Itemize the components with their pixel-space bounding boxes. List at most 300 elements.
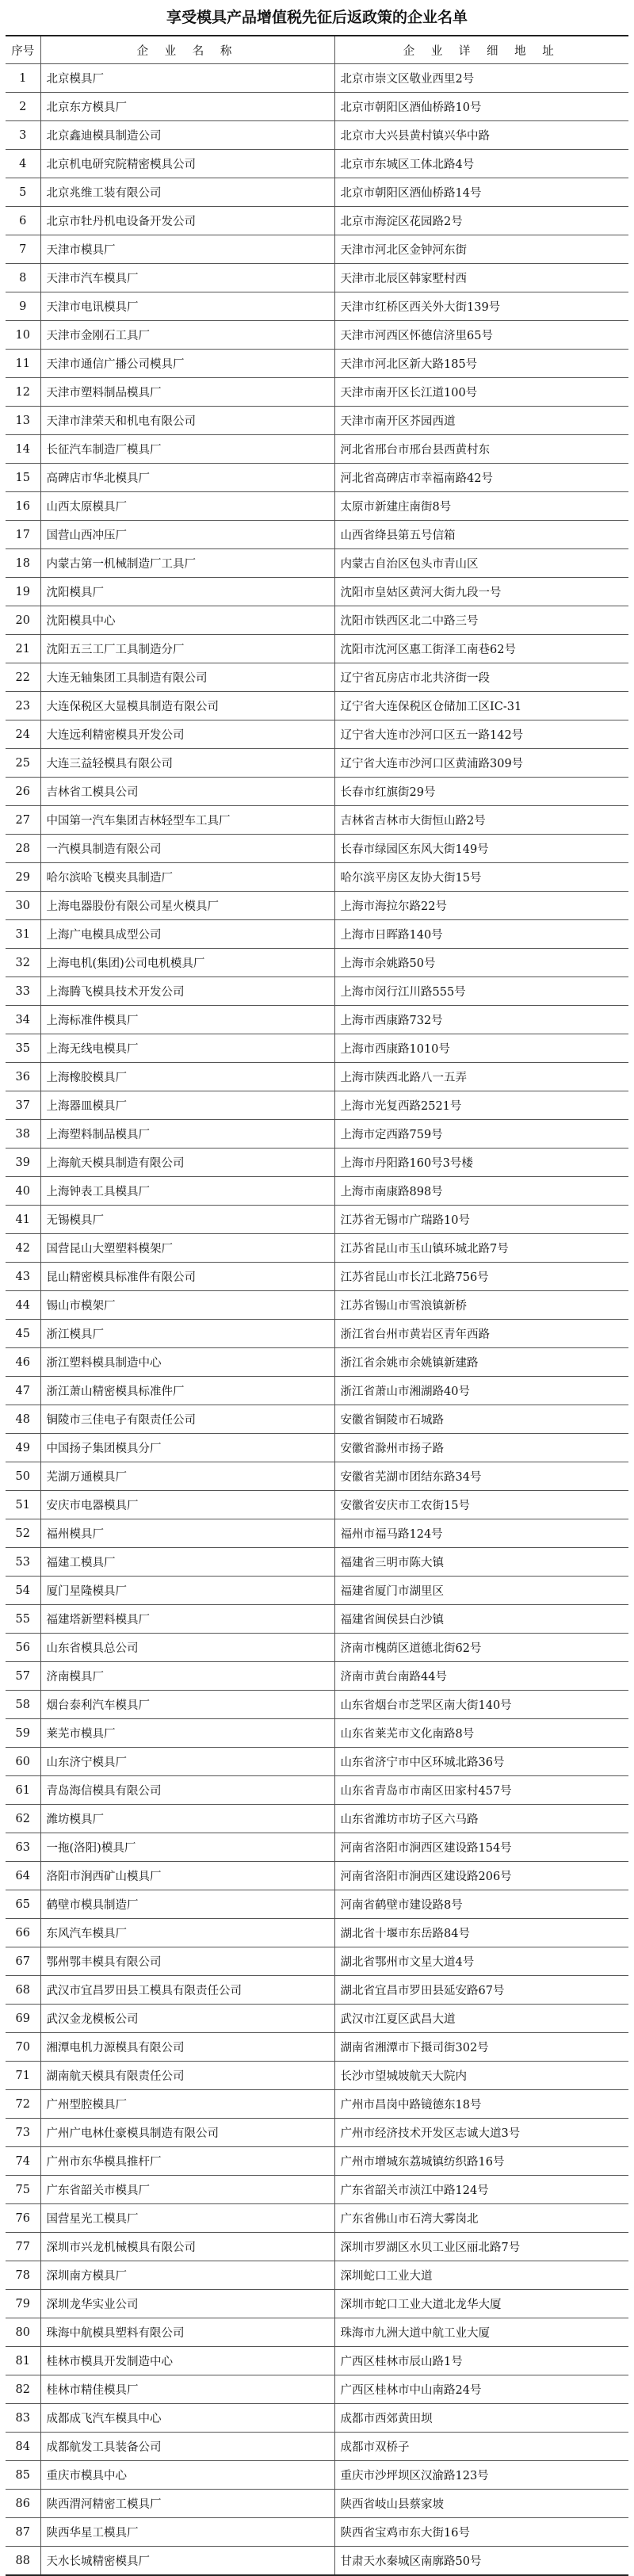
row-enterprise-address: 辽宁省大连保税区仓储加工区IC-31 (334, 692, 628, 720)
row-enterprise-name: 福建工模具厂 (40, 1548, 334, 1577)
row-serial-number: 35 (6, 1034, 40, 1063)
table-row (6, 2233, 628, 2261)
table-row (6, 64, 628, 93)
table-row (6, 806, 628, 835)
row-enterprise-address: 天津市南开区长江道100号 (334, 378, 628, 407)
row-serial-number: 2 (6, 93, 40, 121)
row-serial-number: 15 (6, 464, 40, 492)
row-enterprise-address: 浙江省余姚市余姚镇新建路 (334, 1348, 628, 1377)
row-enterprise-name: 鄂州鄂丰模具有限公司 (40, 1947, 334, 1976)
row-enterprise-address: 沈阳市皇姑区黄河大街九段一号 (334, 578, 628, 606)
row-serial-number: 38 (6, 1120, 40, 1148)
table-row (6, 2204, 628, 2233)
row-enterprise-name: 上海电器股份有限公司星火模具厂 (40, 892, 334, 920)
table-row (6, 435, 628, 464)
row-enterprise-address: 甘肃天水秦城区南廓路50号 (334, 2547, 628, 2576)
row-enterprise-address: 天津市河北区金钟河东街 (334, 235, 628, 264)
table-row (6, 2433, 628, 2461)
table-row (6, 2461, 628, 2490)
row-serial-number: 87 (6, 2518, 40, 2547)
table-row (6, 1291, 628, 1320)
row-enterprise-name: 上海钟表工具模具厂 (40, 1177, 334, 1206)
table-row (6, 1034, 628, 1063)
table-row (6, 2033, 628, 2062)
table-row (6, 1148, 628, 1177)
row-serial-number: 75 (6, 2176, 40, 2204)
table-row (6, 1405, 628, 1434)
row-serial-number: 13 (6, 407, 40, 435)
row-enterprise-name: 莱芜市模具厂 (40, 1719, 334, 1748)
table-row (6, 521, 628, 549)
row-serial-number: 76 (6, 2204, 40, 2233)
table-row (6, 2347, 628, 2375)
table-row (6, 1605, 628, 1634)
row-enterprise-name: 天津市金刚石工具厂 (40, 321, 334, 350)
table-row (6, 1462, 628, 1491)
table-row (6, 1748, 628, 1776)
row-enterprise-name: 广东省韶关市模具厂 (40, 2176, 334, 2204)
row-enterprise-address: 陕西省岐山县蔡家坡 (334, 2490, 628, 2518)
row-enterprise-name: 桂林市模具开发制造中心 (40, 2347, 334, 2375)
row-enterprise-address: 北京市大兴县黄村镇兴华中路 (334, 121, 628, 150)
row-serial-number: 10 (6, 321, 40, 350)
row-enterprise-name: 昆山精密模具标准件有限公司 (40, 1263, 334, 1291)
table-row (6, 977, 628, 1006)
row-serial-number: 46 (6, 1348, 40, 1377)
row-serial-number: 51 (6, 1491, 40, 1519)
row-enterprise-name: 武汉市宜昌罗田县工模具有限责任公司 (40, 1976, 334, 2005)
row-enterprise-address: 武汉市江夏区武昌大道 (334, 2005, 628, 2033)
row-enterprise-name: 陕西渭河精密工模具厂 (40, 2490, 334, 2518)
table-row (6, 2062, 628, 2090)
table-row (6, 1120, 628, 1148)
row-enterprise-address: 河北省邢台市邢台县西黄村东 (334, 435, 628, 464)
row-serial-number: 9 (6, 292, 40, 321)
row-enterprise-address: 上海市西康路1010号 (334, 1034, 628, 1063)
row-enterprise-address: 河南省洛阳市涧西区建设路154号 (334, 1833, 628, 1862)
row-serial-number: 40 (6, 1177, 40, 1206)
row-enterprise-address: 天津市北辰区韩家墅村西 (334, 264, 628, 292)
table-row (6, 150, 628, 178)
row-enterprise-address: 广州市经济技术开发区志诚大道3号 (334, 2119, 628, 2147)
row-enterprise-name: 大连保税区大显模具制造有限公司 (40, 692, 334, 720)
row-enterprise-address: 沈阳市沈河区惠工街泽工南巷62号 (334, 635, 628, 663)
row-enterprise-name: 一汽模具制造有限公司 (40, 835, 334, 863)
row-serial-number: 72 (6, 2090, 40, 2119)
row-enterprise-address: 上海市光复西路2521号 (334, 1091, 628, 1120)
table-row (6, 2005, 628, 2033)
table-row (6, 1862, 628, 1890)
row-enterprise-name: 珠海中航模具塑料有限公司 (40, 2318, 334, 2347)
table-header-row (6, 36, 628, 64)
row-enterprise-name: 山西太原模具厂 (40, 492, 334, 521)
row-serial-number: 45 (6, 1320, 40, 1348)
row-enterprise-name: 深圳龙华实业公司 (40, 2290, 334, 2318)
row-enterprise-name: 大连无轴集团工具制造有限公司 (40, 663, 334, 692)
row-serial-number: 32 (6, 949, 40, 977)
row-enterprise-address: 哈尔滨平房区友协大街15号 (334, 863, 628, 892)
table-row (6, 2147, 628, 2176)
row-serial-number: 20 (6, 606, 40, 635)
table-row (6, 2261, 628, 2290)
table-row (6, 1491, 628, 1519)
row-enterprise-address: 成都市双桥子 (334, 2433, 628, 2461)
table-row (6, 1519, 628, 1548)
row-serial-number: 37 (6, 1091, 40, 1120)
row-enterprise-address: 长沙市望城坡航天大院内 (334, 2062, 628, 2090)
row-enterprise-address: 上海市海拉尔路22号 (334, 892, 628, 920)
row-enterprise-name: 安庆市电器模具厂 (40, 1491, 334, 1519)
row-enterprise-name: 深圳南方模具厂 (40, 2261, 334, 2290)
row-serial-number: 22 (6, 663, 40, 692)
row-serial-number: 53 (6, 1548, 40, 1577)
row-enterprise-name: 内蒙古第一机械制造厂工具厂 (40, 549, 334, 578)
row-enterprise-address: 湖北省十堰市东岳路84号 (334, 1919, 628, 1947)
table-row (6, 2090, 628, 2119)
table-row (6, 1634, 628, 1662)
row-serial-number: 28 (6, 835, 40, 863)
row-enterprise-name: 芜湖万通模具厂 (40, 1462, 334, 1491)
header-serial-number: 序号 (6, 36, 40, 64)
row-enterprise-address: 湖南省湘潭市下摄司街302号 (334, 2033, 628, 2062)
table-row (6, 2490, 628, 2518)
row-serial-number: 30 (6, 892, 40, 920)
row-enterprise-name: 国营昆山大塑塑料模架厂 (40, 1234, 334, 1263)
row-serial-number: 60 (6, 1748, 40, 1776)
row-enterprise-address: 山东省烟台市芝罘区南大街140号 (334, 1691, 628, 1719)
row-serial-number: 77 (6, 2233, 40, 2261)
row-enterprise-address: 安徽省滁州市扬子路 (334, 1434, 628, 1462)
table-row (6, 1263, 628, 1291)
row-serial-number: 56 (6, 1634, 40, 1662)
row-enterprise-name: 沈阳模具中心 (40, 606, 334, 635)
table-row (6, 178, 628, 207)
row-enterprise-address: 河北省高碑店市幸福南路42号 (334, 464, 628, 492)
row-enterprise-name: 洛阳市涧西矿山模具厂 (40, 1862, 334, 1890)
row-enterprise-address: 广州市增城东荔城镇纺织路16号 (334, 2147, 628, 2176)
table-row (6, 2119, 628, 2147)
row-serial-number: 26 (6, 778, 40, 806)
row-enterprise-name: 中国第一汽车集团吉林轻型车工具厂 (40, 806, 334, 835)
table-row (6, 663, 628, 692)
row-serial-number: 49 (6, 1434, 40, 1462)
row-enterprise-address: 北京市朝阳区酒仙桥路10号 (334, 93, 628, 121)
table-row (6, 1776, 628, 1805)
table-row (6, 407, 628, 435)
row-enterprise-address: 上海市日晖路140号 (334, 920, 628, 949)
row-serial-number: 63 (6, 1833, 40, 1862)
row-serial-number: 79 (6, 2290, 40, 2318)
row-enterprise-name: 深圳市兴龙机械模具有限公司 (40, 2233, 334, 2261)
table-row (6, 1091, 628, 1120)
row-enterprise-address: 上海市陕西北路八一五弄 (334, 1063, 628, 1091)
table-row (6, 949, 628, 977)
row-enterprise-name: 沈阳五三工厂工具制造分厂 (40, 635, 334, 663)
header-enterprise-name: 企 业 名 称 (40, 36, 334, 64)
row-enterprise-name: 浙江萧山精密模具标准件厂 (40, 1377, 334, 1405)
row-enterprise-name: 桂林市精佳模具厂 (40, 2375, 334, 2404)
row-enterprise-name: 青岛海信模具有限公司 (40, 1776, 334, 1805)
row-enterprise-address: 内蒙古自治区包头市青山区 (334, 549, 628, 578)
row-enterprise-name: 国营星光工模具厂 (40, 2204, 334, 2233)
row-enterprise-name: 天津市塑料制品模具厂 (40, 378, 334, 407)
row-serial-number: 21 (6, 635, 40, 663)
row-serial-number: 12 (6, 378, 40, 407)
table-row (6, 93, 628, 121)
row-serial-number: 80 (6, 2318, 40, 2347)
row-enterprise-address: 山东省莱芜市文化南路8号 (334, 1719, 628, 1748)
row-enterprise-address: 太原市新建庄南街8号 (334, 492, 628, 521)
row-serial-number: 7 (6, 235, 40, 264)
row-enterprise-name: 天津市通信广播公司模具厂 (40, 350, 334, 378)
row-enterprise-address: 山东省青岛市市南区田家村457号 (334, 1776, 628, 1805)
row-serial-number: 39 (6, 1148, 40, 1177)
row-serial-number: 1 (6, 64, 40, 93)
row-serial-number: 58 (6, 1691, 40, 1719)
table-row (6, 1890, 628, 1919)
row-enterprise-address: 济南市黄台南路44号 (334, 1662, 628, 1691)
table-row (6, 749, 628, 778)
row-enterprise-name: 上海塑料制品模具厂 (40, 1120, 334, 1148)
row-enterprise-address: 江苏省锡山市雪浪镇新桥 (334, 1291, 628, 1320)
row-serial-number: 36 (6, 1063, 40, 1091)
row-enterprise-address: 吉林省吉林市大街恒山路2号 (334, 806, 628, 835)
row-enterprise-address: 江苏省无锡市广瑞路10号 (334, 1206, 628, 1234)
row-enterprise-name: 天水长城精密模具厂 (40, 2547, 334, 2576)
row-serial-number: 62 (6, 1805, 40, 1833)
row-enterprise-address: 深圳蛇口工业大道 (334, 2261, 628, 2290)
row-serial-number: 57 (6, 1662, 40, 1691)
table-row (6, 2290, 628, 2318)
row-enterprise-name: 武汉金龙模板公司 (40, 2005, 334, 2033)
row-enterprise-name: 重庆市模具中心 (40, 2461, 334, 2490)
row-enterprise-address: 陕西省宝鸡市东大街16号 (334, 2518, 628, 2547)
row-serial-number: 11 (6, 350, 40, 378)
row-enterprise-name: 浙江模具厂 (40, 1320, 334, 1348)
row-enterprise-name: 长征汽车制造厂模具厂 (40, 435, 334, 464)
table-row (6, 1348, 628, 1377)
row-enterprise-name: 北京机电研究院精密模具公司 (40, 150, 334, 178)
row-enterprise-name: 上海橡胶模具厂 (40, 1063, 334, 1091)
table-row (6, 492, 628, 521)
row-serial-number: 59 (6, 1719, 40, 1748)
row-enterprise-name: 东风汽车模具厂 (40, 1919, 334, 1947)
table-row (6, 1063, 628, 1091)
row-enterprise-address: 天津市河北区新大路185号 (334, 350, 628, 378)
row-enterprise-name: 吉林省工模具公司 (40, 778, 334, 806)
row-enterprise-address: 天津市河西区怀德信济里65号 (334, 321, 628, 350)
table-row (6, 835, 628, 863)
row-enterprise-name: 一拖(洛阳)模具厂 (40, 1833, 334, 1862)
row-enterprise-address: 珠海市九洲大道中航工业大厦 (334, 2318, 628, 2347)
row-enterprise-name: 哈尔滨哈飞模夹具制造厂 (40, 863, 334, 892)
table-row (6, 2547, 628, 2576)
row-serial-number: 73 (6, 2119, 40, 2147)
row-enterprise-address: 山东省潍坊市坊子区六马路 (334, 1805, 628, 1833)
table-row (6, 635, 628, 663)
table-row (6, 1206, 628, 1234)
row-enterprise-name: 天津市电讯模具厂 (40, 292, 334, 321)
table-row (6, 1662, 628, 1691)
row-enterprise-address: 长春市红旗街29号 (334, 778, 628, 806)
row-enterprise-address: 上海市定西路759号 (334, 1120, 628, 1148)
row-serial-number: 41 (6, 1206, 40, 1234)
row-enterprise-address: 深圳市罗湖区水贝工业区丽北路7号 (334, 2233, 628, 2261)
row-serial-number: 47 (6, 1377, 40, 1405)
row-enterprise-name: 济南模具厂 (40, 1662, 334, 1691)
table-row (6, 292, 628, 321)
table-row (6, 207, 628, 235)
row-enterprise-name: 浙江塑料模具制造中心 (40, 1348, 334, 1377)
row-enterprise-name: 陕西华星工模具厂 (40, 2518, 334, 2547)
table-row (6, 321, 628, 350)
row-enterprise-address: 广东省韶关市浈江中路124号 (334, 2176, 628, 2204)
header-enterprise-address: 企 业 详 细 地 址 (334, 36, 628, 64)
row-enterprise-name: 山东济宁模具厂 (40, 1748, 334, 1776)
row-enterprise-name: 上海电机(集团)公司电机模具厂 (40, 949, 334, 977)
row-enterprise-name: 上海无线电模具厂 (40, 1034, 334, 1063)
row-serial-number: 71 (6, 2062, 40, 2090)
row-serial-number: 29 (6, 863, 40, 892)
row-serial-number: 8 (6, 264, 40, 292)
table-row (6, 549, 628, 578)
row-serial-number: 78 (6, 2261, 40, 2290)
row-enterprise-name: 上海航天模具制造有限公司 (40, 1148, 334, 1177)
row-enterprise-address: 浙江省台州市黄岩区青年西路 (334, 1320, 628, 1348)
row-enterprise-address: 北京市崇文区敬业西里2号 (334, 64, 628, 93)
row-serial-number: 14 (6, 435, 40, 464)
table-row (6, 892, 628, 920)
table-row (6, 2518, 628, 2547)
row-enterprise-name: 烟台泰利汽车模具厂 (40, 1691, 334, 1719)
table-row (6, 2176, 628, 2204)
table-row (6, 1234, 628, 1263)
row-serial-number: 81 (6, 2347, 40, 2375)
row-serial-number: 5 (6, 178, 40, 207)
row-enterprise-address: 河南省鹤壁市建设路8号 (334, 1890, 628, 1919)
row-enterprise-address: 江苏省昆山市玉山镇环城北路7号 (334, 1234, 628, 1263)
row-enterprise-name: 北京市牡丹机电设备开发公司 (40, 207, 334, 235)
table-row (6, 863, 628, 892)
table-row (6, 2404, 628, 2433)
row-enterprise-name: 上海广电模具成型公司 (40, 920, 334, 949)
table-row (6, 235, 628, 264)
row-serial-number: 18 (6, 549, 40, 578)
row-enterprise-address: 北京市海淀区花园路2号 (334, 207, 628, 235)
row-serial-number: 3 (6, 121, 40, 150)
row-serial-number: 55 (6, 1605, 40, 1634)
row-enterprise-address: 辽宁省大连市沙河口区黄浦路309号 (334, 749, 628, 778)
row-serial-number: 83 (6, 2404, 40, 2433)
row-enterprise-name: 福建塔新塑料模具厂 (40, 1605, 334, 1634)
table-row (6, 1177, 628, 1206)
row-enterprise-name: 锡山市模架厂 (40, 1291, 334, 1320)
row-enterprise-address: 福州市福马路124号 (334, 1519, 628, 1548)
row-enterprise-address: 深圳市蛇口工业大道北龙华大厦 (334, 2290, 628, 2318)
row-enterprise-address: 山东省济宁市中区环城北路36号 (334, 1748, 628, 1776)
row-enterprise-name: 上海腾飞模具技术开发公司 (40, 977, 334, 1006)
enterprise-table (6, 35, 628, 2576)
row-enterprise-address: 河南省洛阳市涧西区建设路206号 (334, 1862, 628, 1890)
table-row (6, 1006, 628, 1034)
row-enterprise-address: 济南市槐荫区道德北街62号 (334, 1634, 628, 1662)
row-serial-number: 85 (6, 2461, 40, 2490)
row-enterprise-address: 上海市西康路732号 (334, 1006, 628, 1034)
row-enterprise-address: 天津市红桥区西关外大街139号 (334, 292, 628, 321)
row-serial-number: 43 (6, 1263, 40, 1291)
row-enterprise-name: 大连三益轻模具有限公司 (40, 749, 334, 778)
table-row (6, 1548, 628, 1577)
row-enterprise-address: 上海市闵行江川路555号 (334, 977, 628, 1006)
table-row (6, 720, 628, 749)
row-serial-number: 64 (6, 1862, 40, 1890)
table-row (6, 1691, 628, 1719)
row-enterprise-address: 上海市南康路898号 (334, 1177, 628, 1206)
table-row (6, 692, 628, 720)
row-enterprise-name: 广州型腔模具厂 (40, 2090, 334, 2119)
row-enterprise-name: 沈阳模具厂 (40, 578, 334, 606)
row-enterprise-address: 安徽省芜湖市团结东路34号 (334, 1462, 628, 1491)
row-serial-number: 54 (6, 1577, 40, 1605)
table-row (6, 1719, 628, 1748)
row-enterprise-name: 天津市汽车模具厂 (40, 264, 334, 292)
row-serial-number: 23 (6, 692, 40, 720)
row-serial-number: 61 (6, 1776, 40, 1805)
row-enterprise-name: 厦门星隆模具厂 (40, 1577, 334, 1605)
table-row (6, 1976, 628, 2005)
row-serial-number: 65 (6, 1890, 40, 1919)
row-enterprise-name: 湖南航天模具有限责任公司 (40, 2062, 334, 2090)
row-serial-number: 34 (6, 1006, 40, 1034)
row-serial-number: 86 (6, 2490, 40, 2518)
table-row (6, 778, 628, 806)
row-enterprise-address: 上海市丹阳路160号3号楼 (334, 1148, 628, 1177)
row-serial-number: 52 (6, 1519, 40, 1548)
table-row (6, 121, 628, 150)
table-row (6, 920, 628, 949)
row-serial-number: 66 (6, 1919, 40, 1947)
row-enterprise-name: 上海器皿模具厂 (40, 1091, 334, 1120)
row-enterprise-address: 天津市南开区芥园西道 (334, 407, 628, 435)
row-enterprise-name: 山东省模具总公司 (40, 1634, 334, 1662)
row-serial-number: 27 (6, 806, 40, 835)
row-enterprise-name: 上海标准件模具厂 (40, 1006, 334, 1034)
row-enterprise-address: 长春市绿园区东风大街149号 (334, 835, 628, 863)
table-row (6, 1833, 628, 1862)
row-enterprise-name: 成都成飞汽车模具中心 (40, 2404, 334, 2433)
row-enterprise-address: 广西区桂林市辰山路1号 (334, 2347, 628, 2375)
row-serial-number: 42 (6, 1234, 40, 1263)
row-serial-number: 50 (6, 1462, 40, 1491)
row-enterprise-name: 天津市津荣天和机电有限公司 (40, 407, 334, 435)
row-enterprise-address: 北京市朝阳区酒仙桥路14号 (334, 178, 628, 207)
table-row (6, 606, 628, 635)
table-row (6, 264, 628, 292)
row-enterprise-address: 上海市余姚路50号 (334, 949, 628, 977)
row-serial-number: 82 (6, 2375, 40, 2404)
table-row (6, 578, 628, 606)
row-enterprise-name: 福州模具厂 (40, 1519, 334, 1548)
table-row (6, 1320, 628, 1348)
row-enterprise-name: 北京鑫迪模具制造公司 (40, 121, 334, 150)
row-serial-number: 70 (6, 2033, 40, 2062)
row-enterprise-name: 广州市东华模具推杆厂 (40, 2147, 334, 2176)
row-enterprise-name: 铜陵市三佳电子有限责任公司 (40, 1405, 334, 1434)
table-row (6, 1919, 628, 1947)
row-serial-number: 25 (6, 749, 40, 778)
row-serial-number: 44 (6, 1291, 40, 1320)
table-row (6, 2375, 628, 2404)
